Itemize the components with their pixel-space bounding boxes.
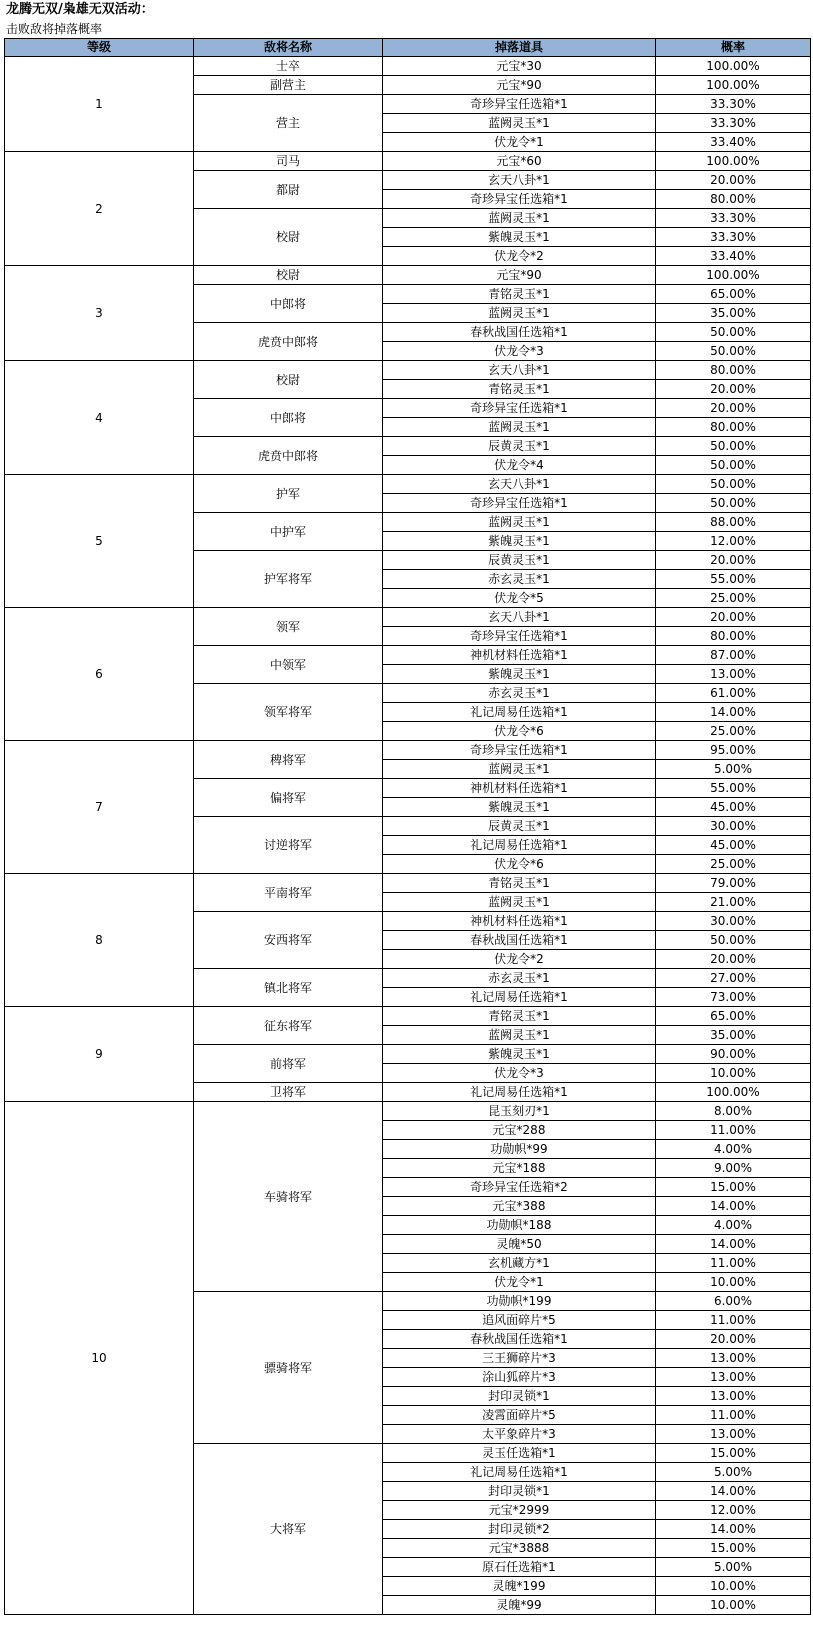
drop-item-cell: 奇珍异宝任选箱*1: [383, 399, 656, 418]
table-row: [5, 741, 811, 760]
probability-cell: 8.00%: [656, 1102, 811, 1121]
drop-item-cell: 太平象碎片*3: [383, 1425, 656, 1444]
drop-item-cell: 伏龙令*6: [383, 855, 656, 874]
enemy-name-cell: 副营主: [194, 76, 383, 95]
enemy-name-cell: 平南将军: [194, 874, 383, 912]
probability-cell: 33.30%: [656, 95, 811, 114]
probability-cell: 35.00%: [656, 1026, 811, 1045]
page-title: 龙腾无双/枭雄无双活动：: [6, 2, 154, 17]
probability-cell: 27.00%: [656, 969, 811, 988]
probability-cell: 80.00%: [656, 418, 811, 437]
table-row: [5, 475, 811, 494]
drop-item-cell: 封印灵锁*1: [383, 1387, 656, 1406]
probability-cell: 50.00%: [656, 475, 811, 494]
drop-item-cell: 紫魄灵玉*1: [383, 1045, 656, 1064]
header-level: 等级: [5, 39, 194, 57]
drop-item-cell: 封印灵锁*2: [383, 1520, 656, 1539]
header-row: [5, 39, 811, 57]
drop-item-cell: 灵魄*199: [383, 1577, 656, 1596]
table-row: [5, 874, 811, 893]
probability-cell: 25.00%: [656, 722, 811, 741]
drop-item-cell: 伏龙令*1: [383, 1273, 656, 1292]
probability-cell: 45.00%: [656, 836, 811, 855]
probability-cell: 14.00%: [656, 1235, 811, 1254]
enemy-name-cell: 护军将军: [194, 551, 383, 608]
probability-cell: 15.00%: [656, 1539, 811, 1558]
drop-item-cell: 涂山狐碎片*3: [383, 1368, 656, 1387]
probability-cell: 4.00%: [656, 1216, 811, 1235]
drop-item-cell: 三王狮碎片*3: [383, 1349, 656, 1368]
probability-cell: 50.00%: [656, 494, 811, 513]
header-probability: 概率: [656, 39, 811, 57]
drop-item-cell: 礼记周易任选箱*1: [383, 1083, 656, 1102]
drop-item-cell: 紫魄灵玉*1: [383, 798, 656, 817]
drop-item-cell: 功勋帜*188: [383, 1216, 656, 1235]
drop-item-cell: 元宝*3888: [383, 1539, 656, 1558]
probability-cell: 10.00%: [656, 1273, 811, 1292]
probability-cell: 100.00%: [656, 152, 811, 171]
enemy-name-cell: 护军: [194, 475, 383, 513]
probability-cell: 21.00%: [656, 893, 811, 912]
enemy-name-cell: 校尉: [194, 266, 383, 285]
drop-item-cell: 紫魄灵玉*1: [383, 532, 656, 551]
enemy-name-cell: 大将军: [194, 1444, 383, 1615]
enemy-name-cell: 领军将军: [194, 684, 383, 741]
probability-cell: 11.00%: [656, 1406, 811, 1425]
probability-cell: 20.00%: [656, 380, 811, 399]
probability-cell: 14.00%: [656, 1197, 811, 1216]
probability-cell: 13.00%: [656, 665, 811, 684]
probability-cell: 10.00%: [656, 1577, 811, 1596]
probability-cell: 100.00%: [656, 1083, 811, 1102]
drop-item-cell: 礼记周易任选箱*1: [383, 703, 656, 722]
probability-cell: 15.00%: [656, 1178, 811, 1197]
enemy-name-cell: 营主: [194, 95, 383, 152]
probability-cell: 90.00%: [656, 1045, 811, 1064]
enemy-name-cell: 卫将军: [194, 1083, 383, 1102]
probability-cell: 80.00%: [656, 361, 811, 380]
drop-item-cell: 青铭灵玉*1: [383, 285, 656, 304]
drop-item-cell: 元宝*90: [383, 76, 656, 95]
drop-item-cell: 奇珍异宝任选箱*1: [383, 741, 656, 760]
drop-item-cell: 紫魄灵玉*1: [383, 665, 656, 684]
drop-item-cell: 春秋战国任选箱*1: [383, 931, 656, 950]
drop-item-cell: 元宝*60: [383, 152, 656, 171]
drop-item-cell: 蓝阙灵玉*1: [383, 760, 656, 779]
probability-cell: 14.00%: [656, 1482, 811, 1501]
table-row: [5, 1102, 811, 1121]
probability-cell: 61.00%: [656, 684, 811, 703]
drop-item-cell: 灵魄*99: [383, 1596, 656, 1615]
probability-cell: 33.40%: [656, 133, 811, 152]
probability-cell: 5.00%: [656, 1558, 811, 1577]
table-body: [5, 57, 811, 1615]
drop-item-cell: 玄天八卦*1: [383, 475, 656, 494]
probability-cell: 65.00%: [656, 285, 811, 304]
drop-item-cell: 伏龙令*4: [383, 456, 656, 475]
enemy-name-cell: 领军: [194, 608, 383, 646]
probability-cell: 13.00%: [656, 1368, 811, 1387]
probability-cell: 20.00%: [656, 950, 811, 969]
drop-item-cell: 奇珍异宝任选箱*2: [383, 1178, 656, 1197]
enemy-name-cell: 校尉: [194, 209, 383, 266]
drop-item-cell: 伏龙令*2: [383, 247, 656, 266]
probability-cell: 20.00%: [656, 171, 811, 190]
page-subtitle: 击败敌将掉落概率: [6, 22, 103, 36]
enemy-name-cell: 都尉: [194, 171, 383, 209]
drop-item-cell: 蓝阙灵玉*1: [383, 1026, 656, 1045]
drop-item-cell: 功勋帜*99: [383, 1140, 656, 1159]
drop-item-cell: 蓝阙灵玉*1: [383, 513, 656, 532]
drop-item-cell: 礼记周易任选箱*1: [383, 1463, 656, 1482]
probability-cell: 95.00%: [656, 741, 811, 760]
probability-cell: 12.00%: [656, 1501, 811, 1520]
probability-cell: 5.00%: [656, 1463, 811, 1482]
probability-cell: 88.00%: [656, 513, 811, 532]
drop-item-cell: 元宝*188: [383, 1159, 656, 1178]
drop-item-cell: 蓝阙灵玉*1: [383, 114, 656, 133]
probability-cell: 30.00%: [656, 817, 811, 836]
probability-cell: 14.00%: [656, 703, 811, 722]
probability-cell: 13.00%: [656, 1387, 811, 1406]
level-cell: 3: [5, 266, 194, 361]
probability-cell: 50.00%: [656, 437, 811, 456]
drop-item-cell: 玄天八卦*1: [383, 171, 656, 190]
table-row: [5, 266, 811, 285]
drop-item-cell: 伏龙令*3: [383, 1064, 656, 1083]
level-cell: 8: [5, 874, 194, 1007]
enemy-name-cell: 讨逆将军: [194, 817, 383, 874]
drop-item-cell: 礼记周易任选箱*1: [383, 988, 656, 1007]
probability-cell: 65.00%: [656, 1007, 811, 1026]
drop-item-cell: 青铭灵玉*1: [383, 1007, 656, 1026]
table-row: [5, 152, 811, 171]
drop-item-cell: 辰黄灵玉*1: [383, 551, 656, 570]
probability-cell: 20.00%: [656, 399, 811, 418]
probability-cell: 20.00%: [656, 1330, 811, 1349]
enemy-name-cell: 征东将军: [194, 1007, 383, 1045]
probability-cell: 50.00%: [656, 342, 811, 361]
drop-item-cell: 元宝*90: [383, 266, 656, 285]
drop-item-cell: 礼记周易任选箱*1: [383, 836, 656, 855]
level-cell: 6: [5, 608, 194, 741]
drop-item-cell: 功勋帜*199: [383, 1292, 656, 1311]
probability-cell: 20.00%: [656, 608, 811, 627]
enemy-name-cell: 偏将军: [194, 779, 383, 817]
drop-item-cell: 赤玄灵玉*1: [383, 684, 656, 703]
probability-cell: 33.30%: [656, 209, 811, 228]
drop-item-cell: 蓝阙灵玉*1: [383, 304, 656, 323]
drop-item-cell: 春秋战国任选箱*1: [383, 323, 656, 342]
probability-cell: 100.00%: [656, 76, 811, 95]
drop-item-cell: 辰黄灵玉*1: [383, 437, 656, 456]
drop-item-cell: 春秋战国任选箱*1: [383, 1330, 656, 1349]
enemy-name-cell: 虎贲中郎将: [194, 437, 383, 475]
probability-cell: 50.00%: [656, 323, 811, 342]
drop-item-cell: 玄机藏方*1: [383, 1254, 656, 1273]
probability-cell: 80.00%: [656, 627, 811, 646]
probability-cell: 79.00%: [656, 874, 811, 893]
table-row: [5, 361, 811, 380]
enemy-name-cell: 校尉: [194, 361, 383, 399]
probability-cell: 11.00%: [656, 1121, 811, 1140]
table-header: [5, 39, 811, 57]
enemy-name-cell: 中郎将: [194, 399, 383, 437]
table-row: [5, 608, 811, 627]
level-cell: 4: [5, 361, 194, 475]
enemy-name-cell: 中郎将: [194, 285, 383, 323]
probability-cell: 4.00%: [656, 1140, 811, 1159]
drop-item-cell: 玄天八卦*1: [383, 361, 656, 380]
drop-item-cell: 凌霄面碎片*5: [383, 1406, 656, 1425]
probability-cell: 33.40%: [656, 247, 811, 266]
drop-item-cell: 追风面碎片*5: [383, 1311, 656, 1330]
drop-item-cell: 元宝*388: [383, 1197, 656, 1216]
probability-cell: 10.00%: [656, 1064, 811, 1083]
drop-item-cell: 奇珍异宝任选箱*1: [383, 95, 656, 114]
drop-item-cell: 神机材料任选箱*1: [383, 912, 656, 931]
probability-cell: 25.00%: [656, 589, 811, 608]
probability-cell: 25.00%: [656, 855, 811, 874]
enemy-name-cell: 安西将军: [194, 912, 383, 969]
drop-item-cell: 元宝*2999: [383, 1501, 656, 1520]
drop-item-cell: 灵玉任选箱*1: [383, 1444, 656, 1463]
probability-cell: 14.00%: [656, 1520, 811, 1539]
table-row: [5, 57, 811, 76]
enemy-name-cell: 稗将军: [194, 741, 383, 779]
level-cell: 5: [5, 475, 194, 608]
drop-item-cell: 原石任选箱*1: [383, 1558, 656, 1577]
drop-item-cell: 青铭灵玉*1: [383, 874, 656, 893]
probability-cell: 20.00%: [656, 551, 811, 570]
probability-cell: 33.30%: [656, 228, 811, 247]
probability-cell: 55.00%: [656, 570, 811, 589]
level-cell: 7: [5, 741, 194, 874]
level-cell: 1: [5, 57, 194, 152]
probability-cell: 12.00%: [656, 532, 811, 551]
probability-cell: 55.00%: [656, 779, 811, 798]
probability-cell: 100.00%: [656, 266, 811, 285]
drop-item-cell: 蓝阙灵玉*1: [383, 893, 656, 912]
probability-cell: 33.30%: [656, 114, 811, 133]
enemy-name-cell: 前将军: [194, 1045, 383, 1083]
header-enemy-name: 敌将名称: [194, 39, 383, 57]
drop-item-cell: 奇珍异宝任选箱*1: [383, 627, 656, 646]
drop-item-cell: 昆玉刻刃*1: [383, 1102, 656, 1121]
enemy-name-cell: 士卒: [194, 57, 383, 76]
drop-item-cell: 蓝阙灵玉*1: [383, 418, 656, 437]
probability-cell: 5.00%: [656, 760, 811, 779]
drop-item-cell: 奇珍异宝任选箱*1: [383, 190, 656, 209]
drop-item-cell: 灵魄*50: [383, 1235, 656, 1254]
enemy-name-cell: 中护军: [194, 513, 383, 551]
probability-cell: 13.00%: [656, 1349, 811, 1368]
probability-cell: 9.00%: [656, 1159, 811, 1178]
drop-item-cell: 元宝*30: [383, 57, 656, 76]
drop-item-cell: 伏龙令*6: [383, 722, 656, 741]
probability-cell: 30.00%: [656, 912, 811, 931]
drop-item-cell: 蓝阙灵玉*1: [383, 209, 656, 228]
probability-cell: 80.00%: [656, 190, 811, 209]
level-cell: 10: [5, 1102, 194, 1615]
drop-item-cell: 神机材料任选箱*1: [383, 779, 656, 798]
drop-item-cell: 封印灵锁*1: [383, 1482, 656, 1501]
level-cell: 2: [5, 152, 194, 266]
drop-item-cell: 青铭灵玉*1: [383, 380, 656, 399]
drop-item-cell: 伏龙令*3: [383, 342, 656, 361]
drop-item-cell: 辰黄灵玉*1: [383, 817, 656, 836]
drop-item-cell: 元宝*288: [383, 1121, 656, 1140]
probability-cell: 11.00%: [656, 1311, 811, 1330]
drop-item-cell: 神机材料任选箱*1: [383, 646, 656, 665]
enemy-name-cell: 司马: [194, 152, 383, 171]
probability-cell: 11.00%: [656, 1254, 811, 1273]
drop-item-cell: 伏龙令*1: [383, 133, 656, 152]
drop-item-cell: 奇珍异宝任选箱*1: [383, 494, 656, 513]
probability-cell: 13.00%: [656, 1425, 811, 1444]
enemy-name-cell: 虎贲中郎将: [194, 323, 383, 361]
enemy-name-cell: 中领军: [194, 646, 383, 684]
probability-cell: 15.00%: [656, 1444, 811, 1463]
probability-cell: 87.00%: [656, 646, 811, 665]
table-row: [5, 1007, 811, 1026]
enemy-name-cell: 镇北将军: [194, 969, 383, 1007]
level-cell: 9: [5, 1007, 194, 1102]
drop-item-cell: 赤玄灵玉*1: [383, 570, 656, 589]
probability-cell: 100.00%: [656, 57, 811, 76]
drop-item-cell: 赤玄灵玉*1: [383, 969, 656, 988]
probability-cell: 45.00%: [656, 798, 811, 817]
probability-cell: 50.00%: [656, 456, 811, 475]
drop-item-cell: 伏龙令*2: [383, 950, 656, 969]
enemy-name-cell: 车骑将军: [194, 1102, 383, 1292]
drop-item-cell: 伏龙令*5: [383, 589, 656, 608]
drop-rate-table: [4, 38, 811, 1615]
header-drop-item: 掉落道具: [383, 39, 656, 57]
drop-item-cell: 玄天八卦*1: [383, 608, 656, 627]
probability-cell: 50.00%: [656, 931, 811, 950]
drop-item-cell: 紫魄灵玉*1: [383, 228, 656, 247]
enemy-name-cell: 骠骑将军: [194, 1292, 383, 1444]
probability-cell: 10.00%: [656, 1596, 811, 1615]
probability-cell: 73.00%: [656, 988, 811, 1007]
probability-cell: 35.00%: [656, 304, 811, 323]
probability-cell: 6.00%: [656, 1292, 811, 1311]
